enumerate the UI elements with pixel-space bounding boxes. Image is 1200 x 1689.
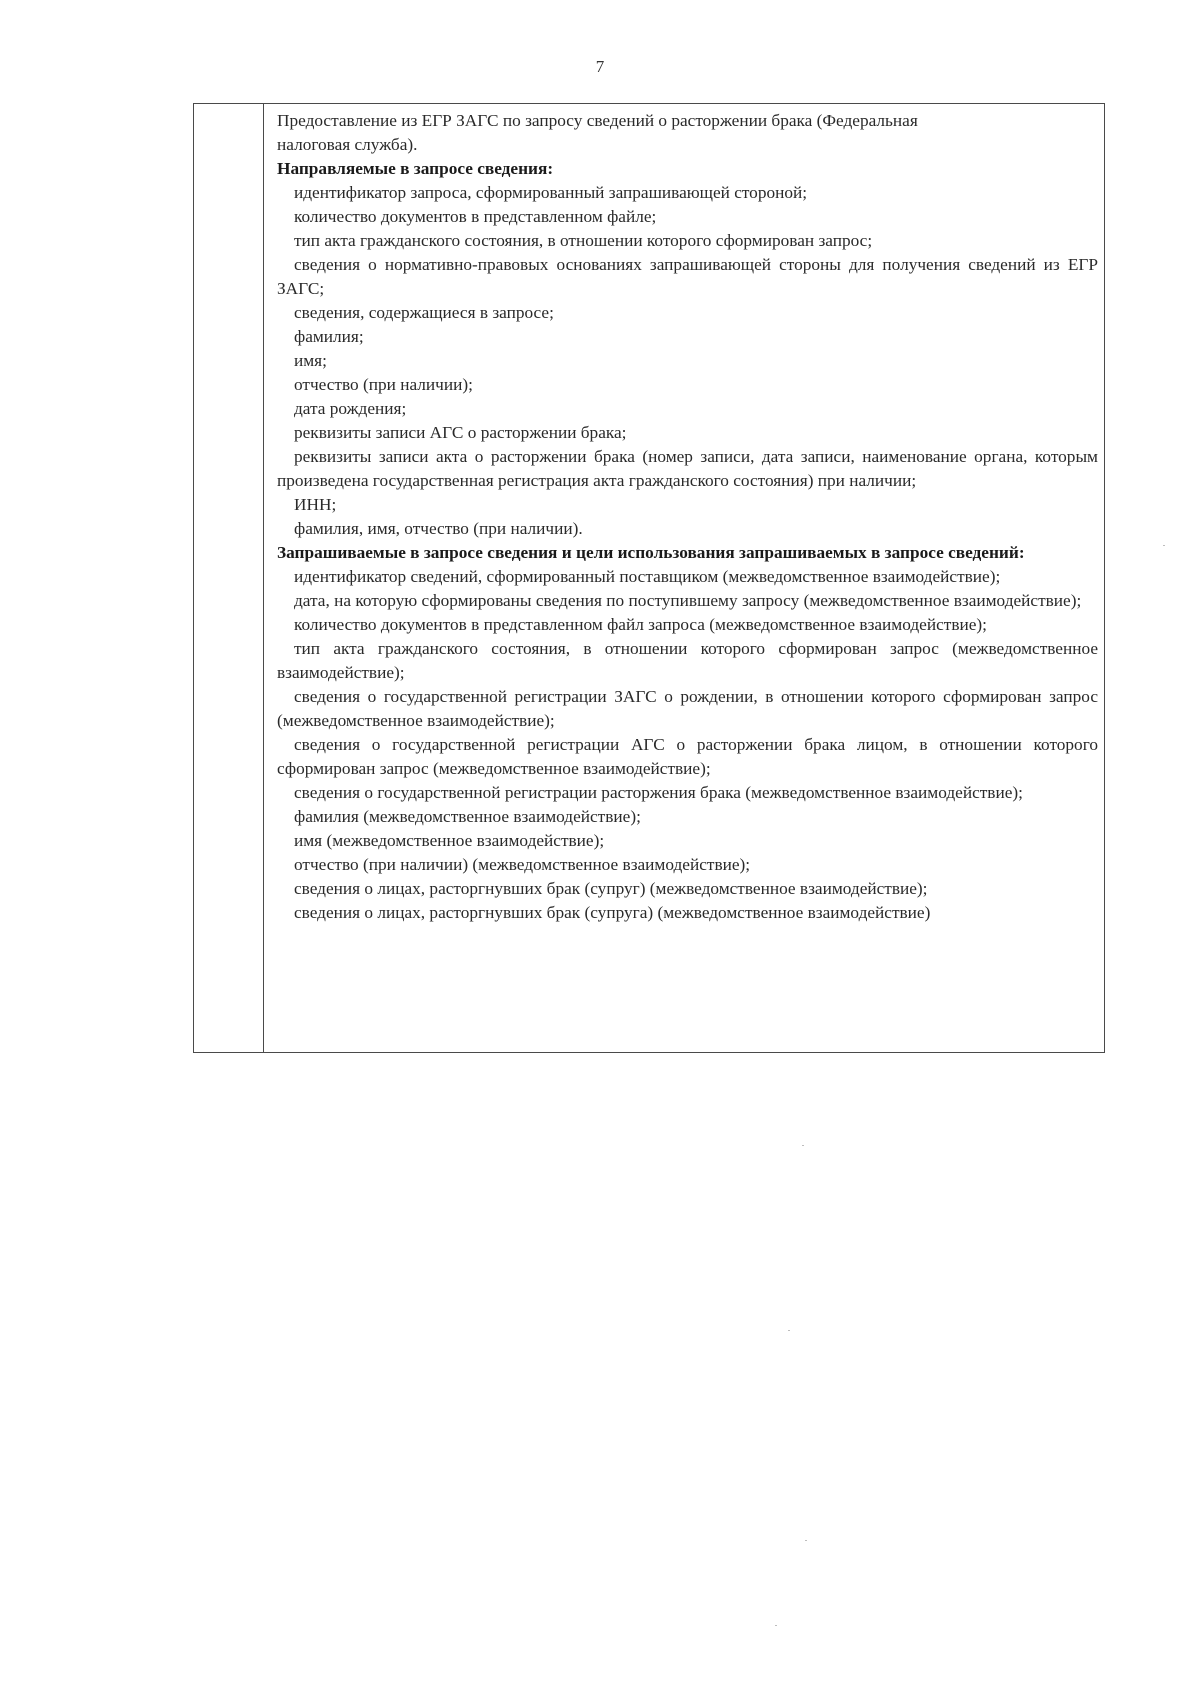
sent-item: сведения о нормативно-правовых основаниях запрашивающей стороны для получения сведений из ЕГР ЗАГС; <box>277 255 1098 298</box>
section-title-line-1: Предоставление из ЕГР ЗАГС по запросу сведений о расторжении брака (Федеральная <box>277 111 918 130</box>
table-content-cell <box>277 109 1098 925</box>
sent-item: реквизиты записи АГС о расторжении брака; <box>294 423 627 442</box>
requested-item: сведения о государственной регистрации расторжения брака (межведомственное взаимодействие); <box>294 783 1023 802</box>
sent-item: сведения, содержащиеся в запросе; <box>294 303 554 322</box>
sent-data-heading: Направляемые в запросе сведения: <box>277 159 554 178</box>
sent-item: идентификатор запроса, сформированный запрашивающей стороной; <box>294 183 808 202</box>
requested-item: имя (межведомственное взаимодействие); <box>294 831 605 850</box>
requested-item: отчество (при наличии) (межведомственное взаимодействие); <box>294 855 751 874</box>
requested-item: количество документов в представленном файл запроса (межведомственное взаимодействие); <box>294 615 987 634</box>
requested-item: фамилия (межведомственное взаимодействие); <box>294 807 641 826</box>
sent-item: тип акта гражданского состояния, в отношении которого сформирован запрос; <box>294 231 873 250</box>
page-number: 7 <box>595 57 605 76</box>
requested-item: сведения о государственной регистрации АГС о расторжении брака лицом, в отношении которого сформирован запрос (межведомственное взаимодействие); <box>277 735 1098 778</box>
sent-item: количество документов в представленном файле; <box>294 207 657 226</box>
scan-speck <box>1163 545 1165 546</box>
requested-data-heading: Запрашиваемые в запросе сведения и цели использования запрашиваемых в запросе сведений: <box>277 543 1025 562</box>
scan-speck <box>775 1625 777 1626</box>
scan-speck <box>805 1540 807 1541</box>
requested-item: сведения о лицах, расторгнувших брак (супруг) (межведомственное взаимодействие); <box>294 879 928 898</box>
requested-item: тип акта гражданского состояния, в отношении которого сформирован запрос (межведомственное взаимодействие); <box>277 639 1098 682</box>
requested-item: сведения о лицах, расторгнувших брак (супруга) (межведомственное взаимодействие) <box>294 903 931 922</box>
sent-item: ИНН; <box>294 495 337 514</box>
document-table <box>193 103 1105 1053</box>
sent-item: имя; <box>294 351 327 370</box>
sent-item: реквизиты записи акта о расторжении брака (номер записи, дата записи, наименование органа, которым произведена государственная регистрация акта гражданского состояния) при наличии; <box>277 447 1098 490</box>
sent-item: дата рождения; <box>294 399 407 418</box>
table-left-column <box>194 104 264 1052</box>
requested-item: дата, на которую сформированы сведения по поступившему запросу (межведомственное взаимодействие); <box>294 591 1082 610</box>
requested-item: идентификатор сведений, сформированный поставщиком (межведомственное взаимодействие); <box>294 567 1001 586</box>
sent-item: фамилия, имя, отчество (при наличии). <box>294 519 583 538</box>
sent-item: фамилия; <box>294 327 364 346</box>
section-title-line-2: налоговая служба). <box>277 135 418 154</box>
sent-item: отчество (при наличии); <box>294 375 473 394</box>
scan-speck <box>788 1330 790 1331</box>
scan-speck <box>802 1145 804 1146</box>
requested-item: сведения о государственной регистрации ЗАГС о рождении, в отношении которого сформирован запрос (межведомственное взаимодействие); <box>277 687 1098 730</box>
